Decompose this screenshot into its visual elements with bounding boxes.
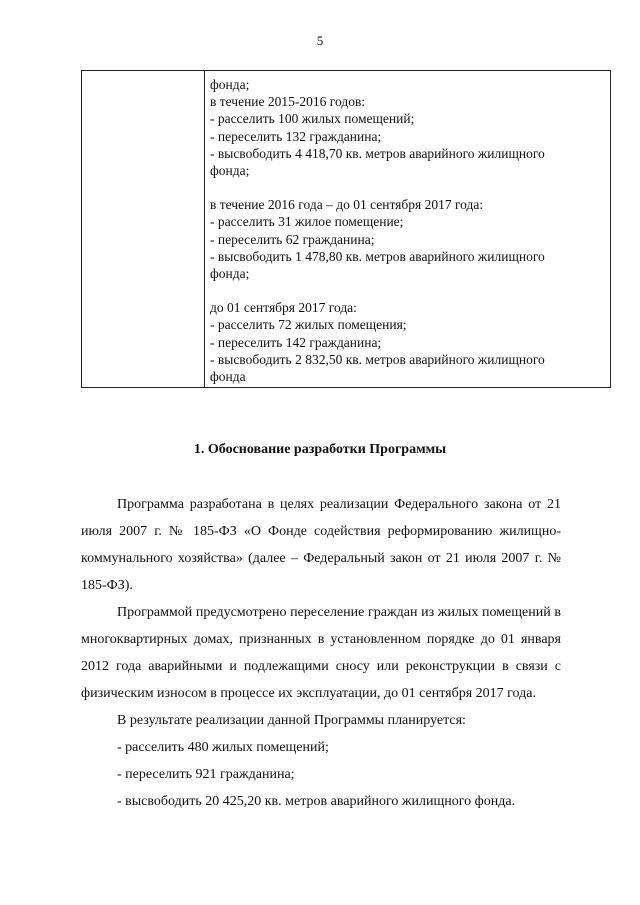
paragraph: Программа разработана в целях реализации Федерального закона от 21 июля 2007 г. № 185-ФЗ «О Фонде содействия реформированию жилищно-коммунального хозяйства» (далее – Федеральный закон от 21 июля 2007 г. № 185-ФЗ). [81, 497, 561, 593]
table-line: - расселить 100 жилых помещений; [210, 111, 415, 127]
section-heading: 1. Обоснование разработки Программы [193, 442, 447, 457]
table-line: фонда [210, 369, 246, 385]
table-line: - переселить 142 гражданина; [210, 334, 382, 350]
table-line: до 01 сентября 2017 года: [210, 300, 357, 316]
table-line: фонда; [210, 266, 250, 282]
paragraph: Программой предусмотрено переселение граждан из жилых помещений в многоквартирных домах, признанных в установленном порядке до 01 января 2012 года аварийными и подлежащими сносу или реконструкции в связи с физическим износом в процессе их эксплуатации, до 01 сентября 2017 года. [81, 605, 561, 701]
table-line: - переселить 132 гражданина; [210, 128, 382, 144]
table-line: - высвободить 1 478,80 кв. метров аварийного жилищного [210, 248, 545, 264]
table-line: фонда; [210, 163, 250, 179]
table-line: в течение 2016 года – до 01 сентября 2017 года: [210, 197, 484, 213]
table-line: фонда; [210, 77, 250, 92]
table-line: в течение 2015-2016 годов: [210, 94, 366, 110]
program-table [81, 70, 611, 388]
list-item: - переселить 921 гражданина; [117, 767, 295, 782]
paragraph: В результате реализации данной Программы планируется: [117, 713, 466, 728]
page-number: 5 [316, 33, 324, 48]
table-line: - расселить 31 жилое помещение; [210, 214, 404, 230]
list-item: - высвободить 20 425,20 кв. метров аварийного жилищного фонда. [117, 794, 516, 809]
table-line: - высвободить 4 418,70 кв. метров аварийного жилищного [210, 145, 545, 161]
table-line: - расселить 72 жилых помещения; [210, 317, 407, 333]
table-line: - переселить 62 гражданина; [210, 231, 375, 247]
table-column-divider [204, 71, 205, 387]
table-right-cell [210, 76, 608, 385]
table-spacer [210, 179, 608, 196]
table-spacer [210, 282, 608, 299]
table-line: - высвободить 2 832,50 кв. метров аварийного жилищного [210, 351, 545, 367]
section-body [81, 491, 561, 815]
list-item: - расселить 480 жилых помещений; [117, 740, 329, 755]
